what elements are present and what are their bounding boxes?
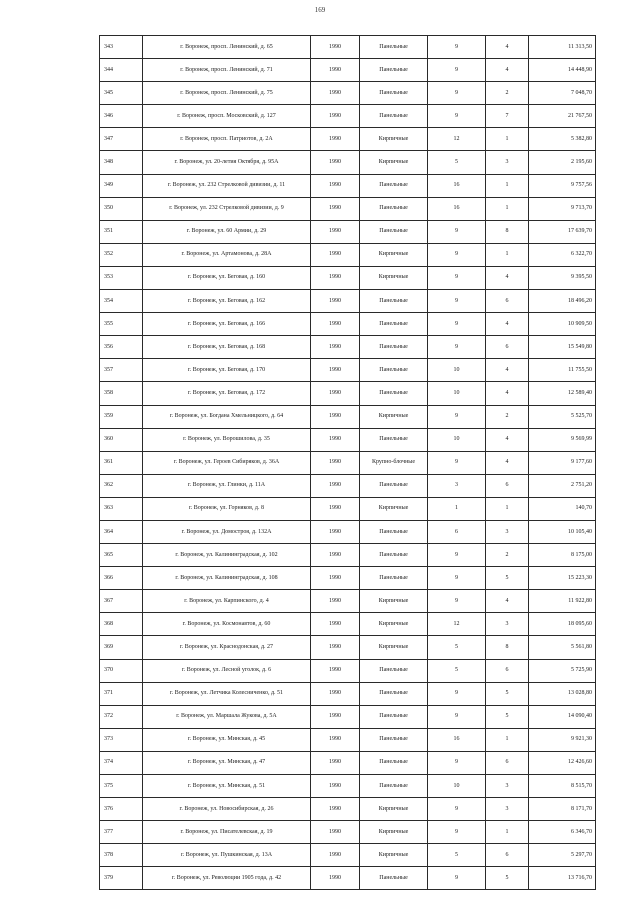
table-row — [100, 520, 596, 543]
address-cell: г. Воронеж, ул. Беговая, д. 172 — [143, 382, 311, 405]
wall-material-cell: Панельные — [360, 174, 428, 197]
table-row — [100, 359, 596, 382]
page-number: 169 — [314, 6, 326, 14]
wall-material-cell: Панельные — [360, 59, 428, 82]
address-cell: г. Воронеж, просп. Ленинский, д. 65 — [143, 36, 311, 59]
year-cell: 1990 — [311, 474, 360, 497]
wall-material-cell: Панельные — [360, 544, 428, 567]
entrances-cell: 7 — [486, 105, 529, 128]
wall-material-cell: Панельные — [360, 659, 428, 682]
row-number: 372 — [100, 705, 143, 728]
row-number: 362 — [100, 474, 143, 497]
floors-cell: 9 — [428, 290, 486, 313]
wall-material-cell: Панельные — [360, 428, 428, 451]
entrances-cell: 1 — [486, 197, 529, 220]
table-row — [100, 128, 596, 151]
floors-cell: 5 — [428, 659, 486, 682]
amount-cell: 2 751,20 — [529, 474, 596, 497]
address-cell: г. Воронеж, ул. Карпинского, д. 4 — [143, 590, 311, 613]
floors-cell: 6 — [428, 520, 486, 543]
floors-cell: 9 — [428, 336, 486, 359]
address-cell: г. Воронеж, ул. Новосибирская, д. 26 — [143, 798, 311, 821]
year-cell: 1990 — [311, 775, 360, 798]
table-row — [100, 497, 596, 520]
year-cell: 1990 — [311, 844, 360, 867]
wall-material-cell: Панельные — [360, 520, 428, 543]
table-row — [100, 867, 596, 890]
amount-cell: 2 195,60 — [529, 151, 596, 174]
table-row — [100, 474, 596, 497]
year-cell: 1990 — [311, 451, 360, 474]
row-number: 351 — [100, 220, 143, 243]
amount-cell: 5 297,70 — [529, 844, 596, 867]
wall-material-cell: Панельные — [360, 105, 428, 128]
amount-cell: 21 767,50 — [529, 105, 596, 128]
floors-cell: 9 — [428, 243, 486, 266]
table-row — [100, 290, 596, 313]
floors-cell: 5 — [428, 151, 486, 174]
wall-material-cell: Кирпичные — [360, 613, 428, 636]
entrances-cell: 6 — [486, 844, 529, 867]
amount-cell: 18 095,60 — [529, 613, 596, 636]
row-number: 358 — [100, 382, 143, 405]
entrances-cell: 5 — [486, 567, 529, 590]
table-row — [100, 728, 596, 751]
amount-cell: 7 048,70 — [529, 82, 596, 105]
year-cell: 1990 — [311, 359, 360, 382]
entrances-cell: 5 — [486, 705, 529, 728]
wall-material-cell: Кирпичные — [360, 636, 428, 659]
address-cell: г. Воронеж, ул. Минская, д. 47 — [143, 751, 311, 774]
year-cell: 1990 — [311, 82, 360, 105]
wall-material-cell: Панельные — [360, 751, 428, 774]
address-cell: г. Воронеж, ул. Космонавтов, д. 60 — [143, 613, 311, 636]
year-cell: 1990 — [311, 590, 360, 613]
table-row — [100, 636, 596, 659]
entrances-cell: 6 — [486, 474, 529, 497]
entrances-cell: 2 — [486, 405, 529, 428]
amount-cell: 11 755,50 — [529, 359, 596, 382]
floors-cell: 16 — [428, 174, 486, 197]
housing-table — [99, 35, 596, 890]
amount-cell: 14 448,90 — [529, 59, 596, 82]
entrances-cell: 3 — [486, 151, 529, 174]
wall-material-cell: Панельные — [360, 336, 428, 359]
row-number: 365 — [100, 544, 143, 567]
entrances-cell: 4 — [486, 59, 529, 82]
row-number: 355 — [100, 313, 143, 336]
table-row — [100, 405, 596, 428]
wall-material-cell: Кирпичные — [360, 128, 428, 151]
table-row — [100, 798, 596, 821]
row-number: 356 — [100, 336, 143, 359]
table-row — [100, 36, 596, 59]
amount-cell: 5 725,90 — [529, 659, 596, 682]
wall-material-cell: Панельные — [360, 867, 428, 890]
table-row — [100, 451, 596, 474]
year-cell: 1990 — [311, 336, 360, 359]
year-cell: 1990 — [311, 220, 360, 243]
table-row — [100, 220, 596, 243]
amount-cell: 6 346,70 — [529, 821, 596, 844]
floors-cell: 9 — [428, 798, 486, 821]
floors-cell: 9 — [428, 590, 486, 613]
year-cell: 1990 — [311, 867, 360, 890]
address-cell: г. Воронеж, ул. Беговая, д. 170 — [143, 359, 311, 382]
table-row — [100, 659, 596, 682]
year-cell: 1990 — [311, 682, 360, 705]
table-row — [100, 821, 596, 844]
row-number: 375 — [100, 775, 143, 798]
address-cell: г. Воронеж, ул. Пушкинская, д. 13А — [143, 844, 311, 867]
amount-cell: 10 909,50 — [529, 313, 596, 336]
wall-material-cell: Панельные — [360, 290, 428, 313]
year-cell: 1990 — [311, 613, 360, 636]
year-cell: 1990 — [311, 290, 360, 313]
wall-material-cell: Панельные — [360, 313, 428, 336]
entrances-cell: 4 — [486, 382, 529, 405]
year-cell: 1990 — [311, 313, 360, 336]
wall-material-cell: Кирпичные — [360, 266, 428, 289]
floors-cell: 9 — [428, 313, 486, 336]
row-number: 349 — [100, 174, 143, 197]
amount-cell: 5 525,70 — [529, 405, 596, 428]
wall-material-cell: Панельные — [360, 197, 428, 220]
wall-material-cell: Кирпичные — [360, 844, 428, 867]
floors-cell: 9 — [428, 821, 486, 844]
floors-cell: 10 — [428, 359, 486, 382]
entrances-cell: 2 — [486, 544, 529, 567]
amount-cell: 9 569,99 — [529, 428, 596, 451]
floors-cell: 9 — [428, 59, 486, 82]
row-number: 378 — [100, 844, 143, 867]
table-row — [100, 105, 596, 128]
floors-cell: 3 — [428, 474, 486, 497]
amount-cell: 15 549,80 — [529, 336, 596, 359]
floors-cell: 9 — [428, 266, 486, 289]
wall-material-cell: Кирпичные — [360, 151, 428, 174]
address-cell: г. Воронеж, ул. Минская, д. 45 — [143, 728, 311, 751]
address-cell: г. Воронеж, ул. Артамонова, д. 28А — [143, 243, 311, 266]
year-cell: 1990 — [311, 705, 360, 728]
entrances-cell: 1 — [486, 243, 529, 266]
entrances-cell: 1 — [486, 497, 529, 520]
year-cell: 1990 — [311, 728, 360, 751]
amount-cell: 9 395,50 — [529, 266, 596, 289]
entrances-cell: 8 — [486, 220, 529, 243]
amount-cell: 11 922,80 — [529, 590, 596, 613]
entrances-cell: 4 — [486, 36, 529, 59]
wall-material-cell: Панельные — [360, 682, 428, 705]
amount-cell: 9 757,56 — [529, 174, 596, 197]
amount-cell: 11 313,50 — [529, 36, 596, 59]
address-cell: г. Воронеж, ул. Беговая, д. 160 — [143, 266, 311, 289]
address-cell: г. Воронеж, ул. 232 Стрелковой дивизии, д. 11 — [143, 174, 311, 197]
address-cell: г. Воронеж, ул. Глинки, д. 11А — [143, 474, 311, 497]
year-cell: 1990 — [311, 798, 360, 821]
entrances-cell: 5 — [486, 682, 529, 705]
entrances-cell: 1 — [486, 728, 529, 751]
floors-cell: 9 — [428, 682, 486, 705]
amount-cell: 14 090,40 — [529, 705, 596, 728]
amount-cell: 9 921,30 — [529, 728, 596, 751]
row-number: 346 — [100, 105, 143, 128]
row-number: 347 — [100, 128, 143, 151]
address-cell: г. Воронеж, ул. Минская, д. 51 — [143, 775, 311, 798]
row-number: 368 — [100, 613, 143, 636]
wall-material-cell: Панельные — [360, 382, 428, 405]
table-row — [100, 613, 596, 636]
wall-material-cell: Кирпичные — [360, 405, 428, 428]
wall-material-cell: Панельные — [360, 728, 428, 751]
floors-cell: 9 — [428, 451, 486, 474]
year-cell: 1990 — [311, 59, 360, 82]
table-row — [100, 705, 596, 728]
address-cell: г. Воронеж, ул. Революции 1905 года, д. 42 — [143, 867, 311, 890]
amount-cell: 140,70 — [529, 497, 596, 520]
wall-material-cell: Панельные — [360, 567, 428, 590]
floors-cell: 12 — [428, 128, 486, 151]
floors-cell: 9 — [428, 36, 486, 59]
floors-cell: 10 — [428, 775, 486, 798]
amount-cell: 9 713,70 — [529, 197, 596, 220]
floors-cell: 16 — [428, 197, 486, 220]
amount-cell: 8 175,00 — [529, 544, 596, 567]
row-number: 359 — [100, 405, 143, 428]
year-cell: 1990 — [311, 243, 360, 266]
table-row — [100, 544, 596, 567]
floors-cell: 9 — [428, 405, 486, 428]
address-cell: г. Воронеж, ул. Летчика Колесниченко, д. 51 — [143, 682, 311, 705]
entrances-cell: 6 — [486, 290, 529, 313]
row-number: 354 — [100, 290, 143, 313]
table-row — [100, 382, 596, 405]
year-cell: 1990 — [311, 266, 360, 289]
wall-material-cell: Кирпичные — [360, 798, 428, 821]
row-number: 377 — [100, 821, 143, 844]
row-number: 370 — [100, 659, 143, 682]
floors-cell: 5 — [428, 844, 486, 867]
address-cell: г. Воронеж, ул. Краснодонская, д. 27 — [143, 636, 311, 659]
amount-cell: 8 515,70 — [529, 775, 596, 798]
amount-cell: 5 561,80 — [529, 636, 596, 659]
amount-cell: 17 639,70 — [529, 220, 596, 243]
row-number: 360 — [100, 428, 143, 451]
wall-material-cell: Панельные — [360, 82, 428, 105]
row-number: 366 — [100, 567, 143, 590]
amount-cell: 9 177,60 — [529, 451, 596, 474]
entrances-cell: 1 — [486, 174, 529, 197]
year-cell: 1990 — [311, 151, 360, 174]
entrances-cell: 6 — [486, 751, 529, 774]
entrances-cell: 4 — [486, 266, 529, 289]
entrances-cell: 8 — [486, 636, 529, 659]
table-row — [100, 844, 596, 867]
amount-cell: 5 382,80 — [529, 128, 596, 151]
table-row — [100, 682, 596, 705]
entrances-cell: 3 — [486, 613, 529, 636]
floors-cell: 10 — [428, 382, 486, 405]
row-number: 344 — [100, 59, 143, 82]
table-row — [100, 313, 596, 336]
wall-material-cell: Кирпичные — [360, 590, 428, 613]
address-cell: г. Воронеж, ул. Лесной уголок, д. 6 — [143, 659, 311, 682]
entrances-cell: 4 — [486, 428, 529, 451]
wall-material-cell: Кирпичные — [360, 497, 428, 520]
row-number: 364 — [100, 520, 143, 543]
year-cell: 1990 — [311, 428, 360, 451]
amount-cell: 8 171,70 — [529, 798, 596, 821]
address-cell: г. Воронеж, просп. Ленинский, д. 71 — [143, 59, 311, 82]
year-cell: 1990 — [311, 128, 360, 151]
wall-material-cell: Панельные — [360, 359, 428, 382]
address-cell: г. Воронеж, ул. Калининградская, д. 102 — [143, 544, 311, 567]
row-number: 367 — [100, 590, 143, 613]
row-number: 343 — [100, 36, 143, 59]
row-number: 352 — [100, 243, 143, 266]
year-cell: 1990 — [311, 197, 360, 220]
year-cell: 1990 — [311, 174, 360, 197]
floors-cell: 9 — [428, 867, 486, 890]
address-cell: г. Воронеж, ул. Богдана Хмельницкого, д. 64 — [143, 405, 311, 428]
floors-cell: 9 — [428, 105, 486, 128]
wall-material-cell: Панельные — [360, 36, 428, 59]
entrances-cell: 3 — [486, 775, 529, 798]
address-cell: г. Воронеж, ул. 20-летия Октября, д. 95А — [143, 151, 311, 174]
year-cell: 1990 — [311, 405, 360, 428]
address-cell: г. Воронеж, ул. Горняков, д. 8 — [143, 497, 311, 520]
table-row — [100, 266, 596, 289]
floors-cell: 9 — [428, 705, 486, 728]
floors-cell: 9 — [428, 220, 486, 243]
entrances-cell: 3 — [486, 798, 529, 821]
row-number: 376 — [100, 798, 143, 821]
address-cell: г. Воронеж, ул. Беговая, д. 168 — [143, 336, 311, 359]
table-row — [100, 59, 596, 82]
amount-cell: 13 028,80 — [529, 682, 596, 705]
year-cell: 1990 — [311, 520, 360, 543]
entrances-cell: 4 — [486, 313, 529, 336]
address-cell: г. Воронеж, ул. Калининградская, д. 108 — [143, 567, 311, 590]
row-number: 357 — [100, 359, 143, 382]
table-row — [100, 174, 596, 197]
row-number: 379 — [100, 867, 143, 890]
table-row — [100, 567, 596, 590]
table-row — [100, 151, 596, 174]
address-cell: г. Воронеж, просп. Патриотов, д. 2А — [143, 128, 311, 151]
floors-cell: 16 — [428, 728, 486, 751]
year-cell: 1990 — [311, 751, 360, 774]
housing-table-body — [100, 36, 596, 890]
wall-material-cell: Кирпичные — [360, 821, 428, 844]
amount-cell: 12 426,60 — [529, 751, 596, 774]
wall-material-cell: Панельные — [360, 705, 428, 728]
row-number: 371 — [100, 682, 143, 705]
floors-cell: 9 — [428, 751, 486, 774]
wall-material-cell: Панельные — [360, 474, 428, 497]
year-cell: 1990 — [311, 821, 360, 844]
year-cell: 1990 — [311, 497, 360, 520]
entrances-cell: 3 — [486, 520, 529, 543]
table-row — [100, 775, 596, 798]
address-cell: г. Воронеж, ул. Писателевская, д. 19 — [143, 821, 311, 844]
row-number: 350 — [100, 197, 143, 220]
year-cell: 1990 — [311, 636, 360, 659]
address-cell: г. Воронеж, ул. Беговая, д. 162 — [143, 290, 311, 313]
table-row — [100, 590, 596, 613]
wall-material-cell: Панельные — [360, 220, 428, 243]
entrances-cell: 1 — [486, 128, 529, 151]
year-cell: 1990 — [311, 36, 360, 59]
row-number: 374 — [100, 751, 143, 774]
address-cell: г. Воронеж, ул. Беговая, д. 166 — [143, 313, 311, 336]
wall-material-cell: Кирпичные — [360, 243, 428, 266]
year-cell: 1990 — [311, 105, 360, 128]
address-cell: г. Воронеж, просп. Ленинский, д. 75 — [143, 82, 311, 105]
floors-cell: 9 — [428, 82, 486, 105]
floors-cell: 9 — [428, 567, 486, 590]
year-cell: 1990 — [311, 544, 360, 567]
amount-cell: 6 322,70 — [529, 243, 596, 266]
row-number: 353 — [100, 266, 143, 289]
entrances-cell: 4 — [486, 451, 529, 474]
table-row — [100, 428, 596, 451]
entrances-cell: 6 — [486, 659, 529, 682]
floors-cell: 12 — [428, 613, 486, 636]
amount-cell: 10 105,40 — [529, 520, 596, 543]
address-cell: г. Воронеж, ул. Маршала Жукова, д. 5А — [143, 705, 311, 728]
entrances-cell: 2 — [486, 82, 529, 105]
table-row — [100, 751, 596, 774]
table-row — [100, 82, 596, 105]
table-row — [100, 197, 596, 220]
year-cell: 1990 — [311, 382, 360, 405]
address-cell: г. Воронеж, просп. Московский, д. 127 — [143, 105, 311, 128]
entrances-cell: 5 — [486, 867, 529, 890]
year-cell: 1990 — [311, 659, 360, 682]
row-number: 369 — [100, 636, 143, 659]
row-number: 363 — [100, 497, 143, 520]
amount-cell: 12 589,40 — [529, 382, 596, 405]
wall-material-cell: Крупно-блочные — [360, 451, 428, 474]
table-row — [100, 243, 596, 266]
floors-cell: 10 — [428, 428, 486, 451]
amount-cell: 15 223,30 — [529, 567, 596, 590]
entrances-cell: 1 — [486, 821, 529, 844]
row-number: 361 — [100, 451, 143, 474]
entrances-cell: 4 — [486, 359, 529, 382]
year-cell: 1990 — [311, 567, 360, 590]
address-cell: г. Воронеж, ул. 232 Стрелковой дивизии, д. 9 — [143, 197, 311, 220]
row-number: 373 — [100, 728, 143, 751]
table-row — [100, 336, 596, 359]
row-number: 345 — [100, 82, 143, 105]
amount-cell: 18 496,20 — [529, 290, 596, 313]
entrances-cell: 6 — [486, 336, 529, 359]
entrances-cell: 4 — [486, 590, 529, 613]
floors-cell: 9 — [428, 544, 486, 567]
floors-cell: 1 — [428, 497, 486, 520]
address-cell: г. Воронеж, ул. 60 Армии, д. 29 — [143, 220, 311, 243]
address-cell: г. Воронеж, ул. Домостроя, д. 132А — [143, 520, 311, 543]
wall-material-cell: Панельные — [360, 775, 428, 798]
row-number: 348 — [100, 151, 143, 174]
address-cell: г. Воронеж, ул. Ворошилова, д. 35 — [143, 428, 311, 451]
floors-cell: 5 — [428, 636, 486, 659]
address-cell: г. Воронеж, ул. Героев Сибиряков, д. 36А — [143, 451, 311, 474]
amount-cell: 13 716,70 — [529, 867, 596, 890]
